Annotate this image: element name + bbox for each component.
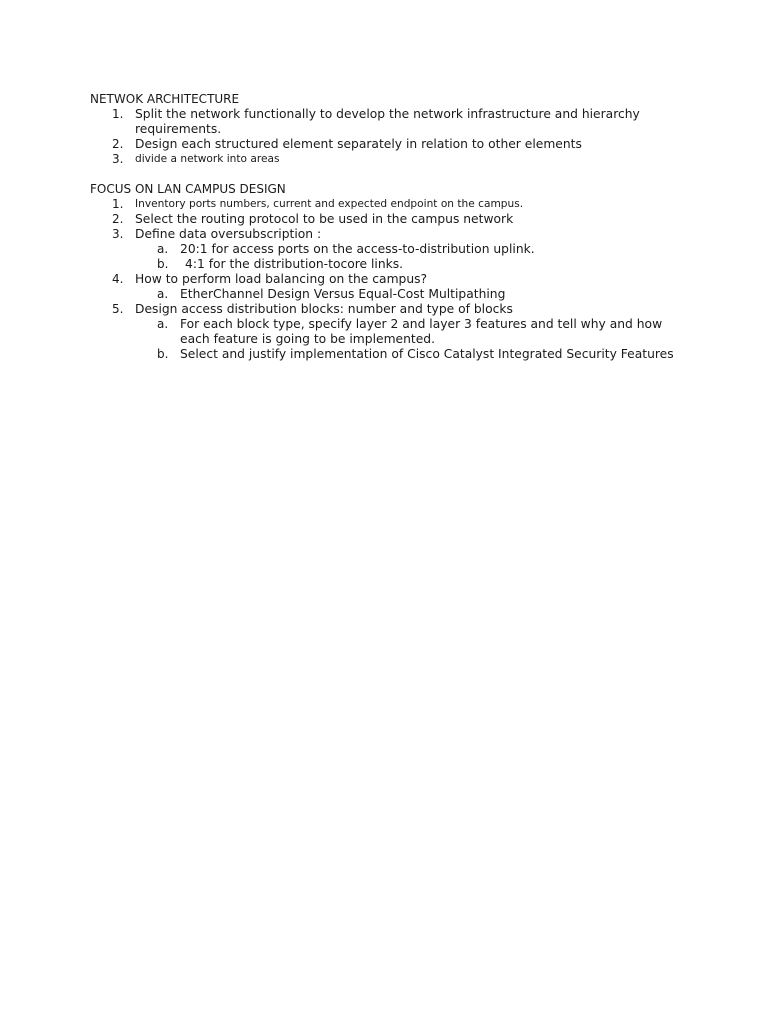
list-marker: 1. <box>112 197 124 211</box>
sub-list-marker: a. <box>157 287 169 301</box>
list-item-text: divide a network into areas <box>135 153 280 165</box>
list-item-text: Design access distribution blocks: number and type of blocks <box>135 302 513 316</box>
list-item <box>90 197 690 212</box>
sub-list-item <box>90 242 690 257</box>
sub-list-item-text: For each block type, specify layer 2 and layer 3 features and tell why and how each feature is going to be implemented. <box>180 317 663 346</box>
sub-list-marker: a. <box>157 242 169 256</box>
section-heading: FOCUS ON LAN CAMPUS DESIGN <box>90 182 286 196</box>
list-item-text: Split the network functionally to develop the network infrastructure and hierarchy requirements. <box>135 107 640 136</box>
list-item <box>90 272 690 287</box>
sub-list-item <box>90 347 690 362</box>
sub-list-marker: a. <box>157 317 169 331</box>
list-marker: 2. <box>112 137 124 151</box>
list-item <box>90 302 690 317</box>
list-marker: 3. <box>112 152 124 166</box>
list-item <box>90 212 690 227</box>
sub-list-item-text: 20:1 for access ports on the access-to-distribution uplink. <box>180 242 535 256</box>
list-marker: 2. <box>112 212 124 226</box>
list-item-text: Inventory ports numbers, current and expected endpoint on the campus. <box>135 198 524 210</box>
sub-list-marker: b. <box>157 347 169 361</box>
section-network-architecture <box>90 92 690 167</box>
list-item <box>90 137 690 152</box>
sub-list-item <box>90 257 690 272</box>
sub-list-item <box>90 287 690 302</box>
sub-list-item-text: 4:1 for the distribution-tocore links. <box>185 257 404 271</box>
list-item-text: Design each structured element separately in relation to other elements <box>135 137 582 151</box>
section-lan-campus-design <box>90 182 690 362</box>
sub-list-item-text: EtherChannel Design Versus Equal-Cost Multipathing <box>180 287 506 301</box>
sub-list-item-text: Select and justify implementation of Cisco Catalyst Integrated Security Features <box>180 347 674 361</box>
list-item <box>90 227 690 242</box>
section-heading: NETWOK ARCHITECTURE <box>90 92 240 106</box>
list-item <box>90 107 690 137</box>
list-item <box>90 152 690 167</box>
sub-list-item <box>90 317 690 347</box>
list-marker: 4. <box>112 272 124 286</box>
list-item-text: Define data oversubscription : <box>135 227 322 241</box>
list-marker: 3. <box>112 227 124 241</box>
list-marker: 5. <box>112 302 124 316</box>
list-item-text: How to perform load balancing on the campus? <box>135 272 428 286</box>
list-marker: 1. <box>112 107 124 121</box>
sub-list-marker: b. <box>157 257 169 271</box>
list-item-text: Select the routing protocol to be used in the campus network <box>135 212 514 226</box>
